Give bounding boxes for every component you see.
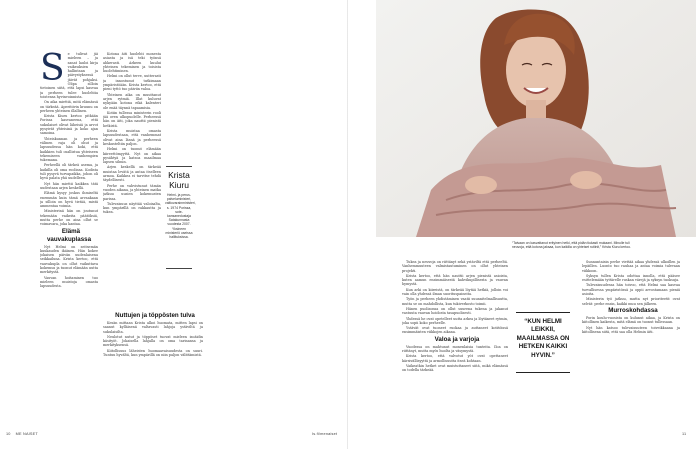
pullquote-rule-top xyxy=(516,312,570,313)
sidebar-bio-text: Helmi- ja perus-palveluministeri, valtiovarainministeri, s. 1974 Porissa, sote-kansanedustaja Satakunnasta vuodesta 2007. Yksineen ministeriö useissa hallituksissa. xyxy=(165,193,196,240)
paragraph: Perhe on vahvistunut tämän vuoden aikana, ja yhteinen matka jatkuu uusien kokemusten parissa. xyxy=(103,183,161,201)
subhead: Murroskohdassa xyxy=(608,306,658,314)
page-number-right: 11 xyxy=(682,432,687,436)
paragraph: Helmi on ollut terve, uutterasti ja innostunut tutkimaan ympäristöään. Krista kertoo, että pieni tyttö tuo päiviin valoa. xyxy=(103,74,161,92)
column-4 xyxy=(582,260,680,425)
paragraph: Helmi on tuonut elämään kiireettömyyttä. Nyt on aikaa pysähtyä ja katsoa maailmaa lapsen silmin. xyxy=(103,147,161,165)
column-3 xyxy=(402,260,508,425)
paragraph: Yhdessä he ovat opetelleet uutta arkea ja löytäneet rytmin, joka sopii koko perheelle. xyxy=(402,316,508,325)
paragraph: Vauvan hoitaminen tuo mieleen muistoja omasta lapsuudesta. xyxy=(40,275,98,289)
footer-right xyxy=(682,432,686,436)
sidebar-name-first: Krista xyxy=(168,170,190,180)
paragraph: Ministerin työ jatkuu, mutta nyt prioriteetit ovat selvät: perhe ensin, kaikki muu sen jälkeen. xyxy=(582,297,680,306)
paragraph: Elämä kysyy joskus ihmiseltä enemmän kuin tämä arvaakaan ja silloin on hyvä tietää, mistä ammentaa voimia. xyxy=(40,191,98,209)
pullquote-rule-bottom xyxy=(516,372,570,373)
paragraph: Krista kertoo, että valvotut yöt ovat opettaneet kärsivällisyyttä ja armollisuutta itseä kohtaan. xyxy=(402,354,508,363)
paragraph: Krista muistaa omasta lapsuudestaan, että vanhemmat olivat aina läsnä ja perheessä keskusteltiin paljon. xyxy=(103,129,161,146)
paragraph: Kotona äiti huolehti monesta asiasta ja isä teki työnsä ahkerasti. Arkeen kuului yhteinen tekeminen ja toisista huolehtiminen. xyxy=(103,52,161,74)
paragraph: e tulivat jäi mieleen – ja sanat lauloi kirja vaikeuksien hallintaan ja päivystyksessä jäivät pohjaksi. Olipa silloin tietoinen siitä, että lapsi kasvaa ja perheen tulee huolehtia toistensa hyvinvoinnista. xyxy=(40,52,98,99)
paragraph: Tulevaisuus näyttää valoisalta, kun ympärillä on rakkautta ja tukea. xyxy=(103,201,161,215)
column-2 xyxy=(103,52,161,312)
paragraph: Krista Kiuru kertoo pitkään Porissa kasvaneena, että sukulaiset olivat läheisiä ja arvot pysyivät yhteisinä ja koko ajan samoina. xyxy=(40,114,98,136)
paragraph: Syksyn tullen Krista odottaa innolla, että pääsee esittelemään tyttärelle ruskan värejä ja syksyn tuoksuja. xyxy=(582,273,680,283)
paragraph: Tukea ja neuvoja on riittänyt sekä ystäviltä että perheeltä. Vanhemmuuteen valmistautuminen on ollut yhteinen projekti. xyxy=(402,260,508,273)
paragraph: Työn ja perheen yhdistäminen vaatii suunnitelmallisuutta, mutta se on mahdollista, kun tukiverkosto toimii. xyxy=(402,297,508,306)
sidebar-rule-top xyxy=(166,166,192,167)
column-mid-lower xyxy=(512,378,576,428)
paragraph: Yhteiskunnan ja perheen välinen raja oli ohut ja lapsuudessa hän koki, että kaikkien tuli osallistua yhteiseen tekemiseen vanhempien tukemana. xyxy=(40,136,98,163)
footer-center xyxy=(312,432,337,436)
subhead: Valoa ja varjoja xyxy=(434,335,480,343)
paragraph: Kesän mittaan Krista alkoi huomata, mitten lapsi on saanut kylläisenä valtavasti lahjoja ystäviltä ja sukulaisilta. xyxy=(103,321,203,334)
issue-url: Is.fi/menaiset xyxy=(312,432,338,436)
paragraph: Tulevaisuudessa hän toivoo, että Helmi saa kasvaa turvallisessa ympäristössä ja oppii arvostamaan pieniä asioita. xyxy=(582,283,680,297)
paragraph: Nyt hän miettii kaikkea tätä uudestaan arjen keskellä. xyxy=(40,181,98,190)
paragraph: Nyt Helmi on seitsemän kuukauden ikäinen. Hän kokee jokaisen päivän uudenlaisena seikkailuna. Krista kertoo, että vauvakupla on ollut vaikuttava kokemus ja tuonut elämään uutta merkitystä. xyxy=(40,244,98,275)
paragraph: Arjen keskellä on tärkeää muistaa levätä ja antaa itselleen armoa. Kaikkea ei tarvitse tehdä täydellisesti. xyxy=(103,165,161,183)
pull-quote: “KUN HELMI LEIKKII, MAAILMASSA ON HETKEN KAIKKI HYVIN.” xyxy=(516,318,570,359)
drop-cap: S xyxy=(40,52,65,89)
subhead: Nuttujen ja töppösten tulva xyxy=(115,312,195,319)
sidebar-rule-bottom xyxy=(166,268,192,269)
paragraph: Perheellä oli tärkeä asema, ja kaikilla oli oma roolinsa. Kodista tuli pysyvä turvapaikka, johon oli hyvä palata yhä uudelleen. xyxy=(40,163,98,181)
paragraph: Sunnuntaisin perhe viettää aikaa yhdessä ulkoillen ja lepäillen. Luonto tuo rauhaa ja antaa voimia tulevaan viikkoon. xyxy=(582,260,680,273)
paragraph: Yhteinen aika on muuttanut arjen rytmiä. Illat kuluvat nykyään kotona eikä kalenteri ole enää täynnä tapaamisia. xyxy=(103,92,161,110)
subhead: Elämä vauvakuplassa xyxy=(46,227,92,243)
paragraph: Hänen puolisonsa on ollut suurena tukena ja jakanut vastuuta vauvan hoidosta tasapuolisesti. xyxy=(402,306,508,316)
paragraph: Nyt hän katsoo tulevaisuuteen toiveikkaana ja kiitollisena siitä, että saa olla Helmin äiti. xyxy=(582,325,680,334)
column-1 xyxy=(40,52,98,427)
paragraph: Krista kertoo, että hän nauttii arjen pienistä asioista, kuten aamun ensimmäisestä kahvikupillisesta ja vauvan hymystä. xyxy=(402,273,508,287)
paragraph: Vuodessa on mahtunut monenlaisia tunteita. Iloa on riittänyt, mutta myös huolta ja väsymystä. xyxy=(402,344,508,354)
paragraph: Ystävät ovat tuoneet ruokaa ja auttaneet kotitöissä ensimmäisten viikkojen aikana. xyxy=(402,326,508,335)
photo-caption: “Taivaan on kasvattanut erityinen hetki, että pidän tiukasti mukaani. Minulle tuli neuvoja, että kotona jaksaa, kun kaikilla on yhteiset rutiinit,” Krista Kiuru kertoo. xyxy=(512,241,631,250)
paragraph: Porin koulu-vuosista on kulunut aikaa, ja Krista on kiitollinen kaikesta, mitä elämä on tuonut tullessaan. xyxy=(582,315,680,325)
column-2-lower xyxy=(103,312,203,427)
paragraph: Kiitollisuus läheisten huomaavaisuudesta on suuri. Tuntuu hyvältä, kun ympärillä on niin paljon välittämistä. xyxy=(103,348,203,358)
paragraph: Kun arki on kiireistä, on tärkeää löytää hetkiä, jolloin voi vain olla yhdessä ilman suorituspaineita. xyxy=(402,287,508,297)
paragraph: Neulotut nutut ja töppöset tuovat mieleen isoäidin käsityöt. Jokaisella lahjalla on oma tarinansa ja merkityksensä. xyxy=(103,334,203,348)
paragraph: On aika miettiä, mitä elämässä on tärkeää. Aperitiivin kruunu on perheen yhteinen illallinen. xyxy=(40,100,98,113)
paragraph: Ministerinä hän on joutunut tekemään vaikeita päätöksiä, mutta perhe on aina ollut se voimavara, joka kantaa. xyxy=(40,209,98,227)
footer-left xyxy=(6,432,38,436)
sidebar-name-last: Kiuru xyxy=(169,180,189,190)
sidebar-bio xyxy=(165,170,196,240)
magazine-name: ME NAISET xyxy=(15,432,38,436)
page-number-left: 10 xyxy=(6,432,11,436)
paragraph: Kotiin tullessa ministerin rooli jää oven ulkopuolelle. Perheessä hän on äiti, joka nauttii pienistä hetkistä. xyxy=(103,110,161,128)
paragraph: Vaikeatkin hetket ovat muistuttaneet siitä, mikä elämässä on todella tärkeää. xyxy=(402,363,508,373)
photo-illustration xyxy=(376,0,696,237)
portrait-photo xyxy=(376,0,696,237)
